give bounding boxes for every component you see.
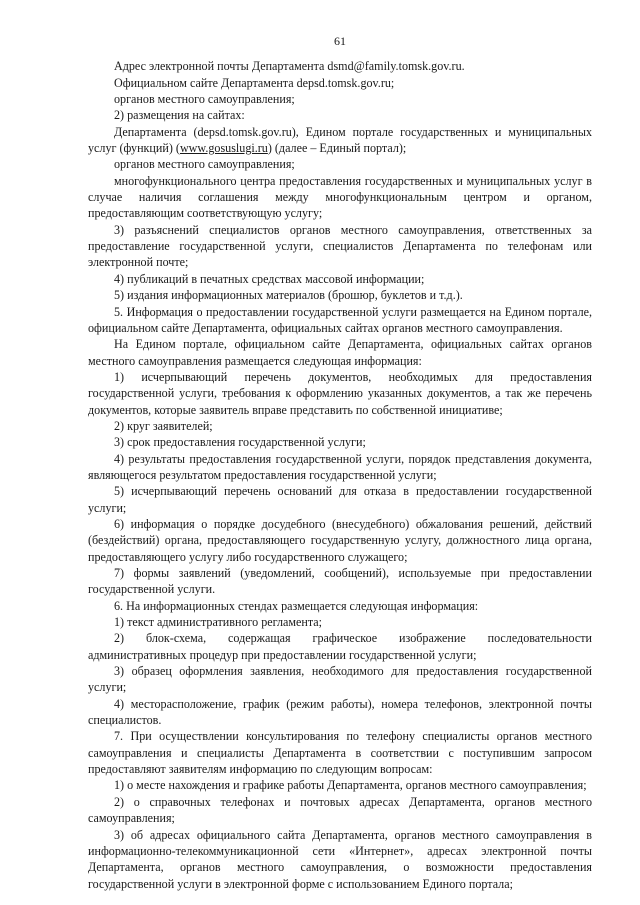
page-number: 61	[334, 34, 346, 48]
paragraph: 2) блок-схема, содержащая графическое изображение последовательности административных процедур при предоставлении государственной услуги;	[88, 631, 592, 662]
paragraph: На Едином портале, официальном сайте Департамента, официальных сайтах органов местного самоуправления размещается следующая информация:	[88, 337, 592, 368]
paragraph: многофункционального центра предоставления государственных и муниципальных услуг в случае наличия соглашения между многофункциональным центром и органом, предоставляющим соответствующую услугу;	[88, 173, 592, 221]
paragraph: 4) месторасположение, график (режим работы), номера телефонов, электронной почты специалистов.	[88, 696, 592, 728]
paragraph: 1) исчерпывающий перечень документов, необходимых для предоставления государственной услуги, требования к оформлению указанных документов, а так же перечень документов, которые заявитель вправе представить по собственной инициативе;	[88, 369, 592, 417]
document-body	[88, 58, 592, 892]
paragraph: Официальном сайте Департамента depsd.tomsk.gov.ru;	[114, 75, 395, 90]
paragraph-text: Департамента (depsd.tomsk.gov.ru), Едином портале государственных и муниципальных услуг (функций) (	[88, 124, 592, 156]
gosuslugi-link[interactable]: www.gosuslugi.ru	[179, 141, 268, 156]
paragraph: 3) образец оформления заявления, необходимого для предоставления государственной услуги;	[88, 664, 592, 695]
paragraph: 1) о месте нахождения и графике работы Департамента, органов местного самоуправления;	[114, 778, 587, 793]
paragraph-text: ) (далее – Единый портал);	[267, 141, 407, 156]
paragraph: 1) текст административного регламента;	[114, 615, 323, 630]
paragraph: 3) разъяснений специалистов органов местного самоуправления, ответственных за предоставление государственной услуги, специалистов Департамента по телефонам или электронной почте;	[88, 222, 592, 270]
paragraph: 4) результаты предоставления государственной услуги, порядок представления документа, являющегося результатом предоставления государственной услуги;	[88, 451, 592, 482]
paragraph: 6) информация о порядке досудебного (внесудебного) обжалования решений, действий (бездействий) органа, предоставляющего государственную услугу, должностного лица органа, предоставляющего услугу либо государственного служащего;	[88, 516, 592, 564]
paragraph: 7. При осуществлении консультирования по телефону специалисты органов местного самоуправления и специалисты Департамента в соответствии с поступившим запросом предоставляют заявителям информацию по следующим вопросам:	[88, 729, 592, 777]
paragraph: 5. Информация о предоставлении государственной услуги размещается на Едином портале, официальном сайте Департамента, официальных сайтах органов местного самоуправления.	[88, 304, 592, 335]
paragraph: органов местного самоуправления;	[114, 157, 295, 172]
paragraph: 3) срок предоставления государственной услуги;	[114, 435, 366, 450]
paragraph: 7) формы заявлений (уведомлений, сообщений), используемые при предоставлении государственной услуги.	[88, 566, 592, 597]
paragraph: 2) о справочных телефонах и почтовых адресах Департамента, органов местного самоуправления;	[88, 794, 592, 826]
paragraph: 4) публикаций в печатных средствах массовой информации;	[114, 271, 425, 286]
paragraph: 5) исчерпывающий перечень оснований для отказа в предоставлении государственной услуги;	[88, 484, 592, 515]
paragraph: 3) об адресах официального сайта Департамента, органов местного самоуправления в информационно-телекоммуникационной сети «Интернет», адресах электронной почты Департамента, органов местного самоуправления, о возможности предоставления государственной услуги в электронной форме с использованием Единого портала;	[88, 827, 592, 891]
paragraph: 6. На информационных стендах размещается следующая информация:	[114, 598, 479, 613]
paragraph: 2) размещения на сайтах:	[114, 108, 245, 123]
paragraph: Адрес электронной почты Департамента dsmd@family.tomsk.gov.ru.	[114, 59, 465, 74]
paragraph	[88, 124, 592, 157]
paragraph: 5) издания информационных материалов (брошюр, буклетов и т.д.).	[114, 288, 463, 303]
paragraph: 2) круг заявителей;	[114, 418, 213, 433]
paragraph: органов местного самоуправления;	[114, 92, 295, 107]
